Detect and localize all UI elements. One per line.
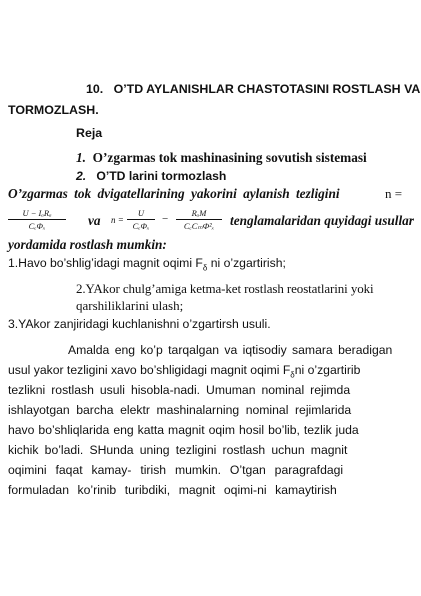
method-2-line-1: 2.YAkor chulg’amiga ketma-ket rostlash reostatlarini yoki <box>76 281 374 296</box>
formula-term-1-denominator: CₑΦₓ <box>132 221 150 231</box>
intro-line-2: tenglamalaridan quyidagi usullar <box>230 213 414 228</box>
method-1-post: ni o’zgartirish; <box>207 256 286 270</box>
formula-term-1-numerator: U <box>127 208 155 220</box>
reja-label: Reja <box>76 126 103 140</box>
paragraph-line-8: formuladan ko’rinib turibdiki, magnit oqimi-ni kamaytirish <box>8 483 337 497</box>
formula-term-1 <box>127 208 155 231</box>
method-1 <box>8 256 286 272</box>
plan-item-1 <box>76 150 367 166</box>
paragraph-line-6: kichik bo’ladi. SHunda uning tezligini rostlash uchun magnit <box>8 443 348 457</box>
formula-term-2 <box>176 208 222 232</box>
method-3: 3.YAkor zanjiridagi kuchlanishni o’zgartirsh usuli. <box>8 317 271 331</box>
n-equals-1: n = <box>385 186 403 201</box>
formula-speed-denominator: CₑΦₓ <box>28 221 46 231</box>
intro-line-3: yordamida rostlash mumkin: <box>8 237 167 252</box>
heading-line-1 <box>86 82 420 96</box>
paragraph-line-1: Amalda eng ko’p tarqalgan va iqtisodiy samara beradigan <box>68 343 393 357</box>
formula-term-2-numerator: RₐM <box>176 208 222 220</box>
plan-item-2-text: O’TD larini tormozlash <box>96 169 227 183</box>
va-word: va <box>88 213 101 228</box>
paragraph-line-7: oqimini faqat kamay- tirish mumkin. O’tgan paragrafdagi <box>8 463 344 477</box>
heading-number: 10. <box>86 82 104 96</box>
heading-title: O’TD AYLANISHLAR CHASTOTASINI ROSTLASH VA <box>113 82 421 96</box>
paragraph-line-4: ishlayotgan barcha elektr mashinalarning nominal rejimlarida <box>8 403 352 417</box>
method-1-subscript: δ <box>202 263 208 273</box>
method-2-line-2: qarshiliklarini ulash; <box>76 298 184 313</box>
plan-item-1-num: 1. <box>76 150 86 165</box>
method-1-pre: 1.Havo bo’shlig’idagi magnit oqimi F <box>8 256 203 270</box>
formula-term-2-denominator: CₑCₘΦ²ₓ <box>183 221 215 231</box>
paragraph-line-3: tezlikni rostlash usuli hisobla-nadi. Umuman nominal rejimda <box>8 383 351 397</box>
paragraph-line-2 <box>8 363 360 379</box>
n-equals-2: n = <box>111 215 124 225</box>
plan-item-1-text: O’zgarmas tok mashinasining sovutish sistemasi <box>92 150 367 165</box>
formula-speed-numerator: U − IₐRₐ <box>8 208 66 220</box>
heading-line-2: TORMOZLASH. <box>8 103 99 117</box>
plan-item-2 <box>76 169 226 183</box>
plan-item-2-num: 2. <box>76 169 87 183</box>
paragraph-line-2-subscript: δ <box>290 370 295 380</box>
paragraph-line-2-pre: usul yakor tezligini xavo bo’shligidagi magnit oqimi F <box>8 363 291 377</box>
paragraph-line-5: havo bo’shliqlarida eng katta magnit oqim hosil bo’lib, tezlik juda <box>8 423 359 437</box>
minus-sign: − <box>162 213 169 225</box>
paragraph-line-2-post: ni o’zgartirib <box>294 363 361 377</box>
intro-line-1: O’zgarmas tok dvigatellarining yakorini aylanish tezligini <box>8 186 340 201</box>
formula-speed <box>8 208 66 231</box>
